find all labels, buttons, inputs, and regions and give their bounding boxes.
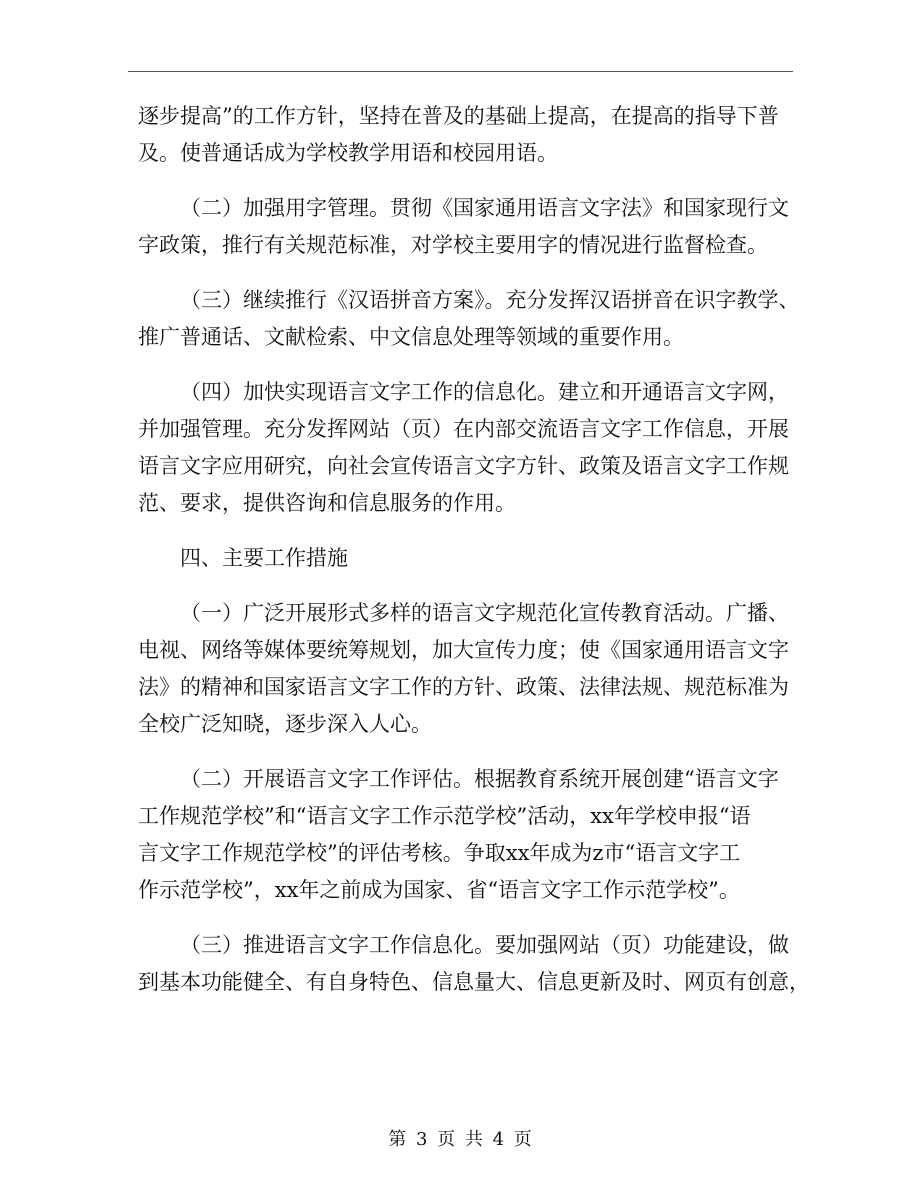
text-line: （三）推进语言文字工作信息化。要加强网站（页）功能建设，做 (180, 933, 789, 957)
text-line: 及。使普通话成为学校教学用语和校园用语。 (138, 141, 558, 165)
text-line: 法》的精神和国家语言文字工作的方针、政策、法律法规、规范标准为 (138, 675, 789, 699)
paragraph (138, 761, 798, 909)
paragraph (138, 190, 798, 264)
paragraph (138, 98, 798, 172)
text-line: 全校广泛知晓，逐步深入人心。 (138, 712, 432, 736)
text-line: 语言文字应用研究，向社会宣传语言文字方针、政策及语言文字工作规 (138, 454, 789, 478)
paragraph (138, 282, 798, 356)
text-line: 并加强管理。充分发挥网站（页）在内部交流语言文字工作信息，开展 (138, 417, 789, 441)
text-line: 作示范学校”，xx年之前成为国家、省“语言文字工作示范学校”。 (138, 878, 740, 902)
text-line: 到基本功能健全、有自身特色、信息量大、信息更新及时、网页有创意， (138, 970, 810, 994)
text-line: （三）继续推行《汉语拼音方案》。充分发挥汉语拼音在识字教学、 (180, 288, 800, 312)
paragraph (138, 595, 798, 743)
paragraph (138, 374, 798, 522)
document-body (138, 98, 810, 1019)
text-line: 字政策，推行有关规范标准，对学校主要用字的情况进行监督检查。 (138, 233, 768, 257)
text-line: （二）开展语言文字工作评估。根据教育系统开展创建“语言文字 (180, 767, 779, 791)
paragraph (138, 927, 810, 1001)
header-rule (128, 71, 793, 72)
text-line: （二）加强用字管理。贯彻《国家通用语言文字法》和国家现行文 (180, 196, 789, 220)
section-heading (138, 540, 798, 577)
text-line: 言文字工作规范学校”的评估考核。争取xx年成为z市“语言文字工 (138, 841, 741, 865)
text-line: （一）广泛开展形式多样的语言文字规范化宣传教育活动。广播、 (180, 601, 789, 625)
text-line: 推广普通话、文献检索、中文信息处理等领域的重要作用。 (138, 325, 684, 349)
text-line: （四）加快实现语言文字工作的信息化。建立和开通语言文字网， (180, 380, 789, 404)
text-line: 四、主要工作措施 (180, 546, 348, 570)
text-line: 电视、网络等媒体要统筹规划，加大宣传力度；使《国家通用语言文字 (138, 638, 789, 662)
text-line: 逐步提高”的工作方针，坚持在普及的基础上提高，在提高的指导下普 (138, 104, 779, 128)
text-line: 范、要求，提供咨询和信息服务的作用。 (138, 491, 516, 515)
page-number-footer: 第 3 页 共 4 页 (388, 1129, 532, 1150)
text-line: 工作规范学校”和“语言文字工作示范学校”活动，xx年学校申报“语 (138, 804, 751, 828)
